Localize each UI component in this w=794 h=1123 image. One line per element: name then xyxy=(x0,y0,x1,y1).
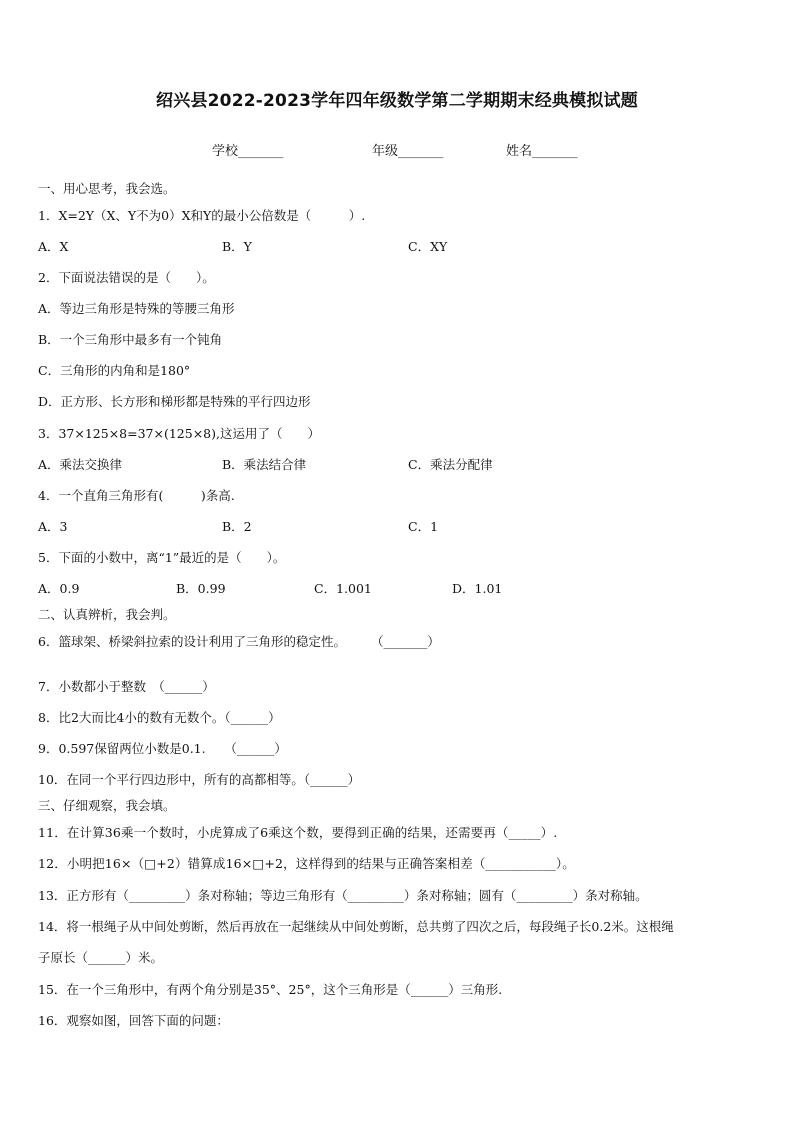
question-4: 4．一个直角三角形有( )条高. xyxy=(38,488,235,503)
q2-option-c: C．三角形的内角和是180° xyxy=(38,363,191,378)
question-5: 5．下面的小数中，离“1”最近的是（ ）。 xyxy=(38,550,286,565)
question-14-line-2: 子原长（______）米。 xyxy=(38,950,164,965)
q5-option-b: B．0.99 xyxy=(176,581,226,596)
grade-field: 年级_______ xyxy=(372,144,444,159)
q2-option-b: B．一个三角形中最多有一个钝角 xyxy=(38,332,223,347)
question-1: 1．X=2Y（X、Y不为0）X和Y的最小公倍数是（ ）. xyxy=(38,208,366,223)
section-1-heading: 一、用心思考，我会选。 xyxy=(38,181,176,196)
q5-option-a: A．0.9 xyxy=(38,581,80,596)
q2-option-a: A．等边三角形是特殊的等腰三角形 xyxy=(38,301,235,316)
section-2-heading: 二、认真辨析，我会判。 xyxy=(38,607,176,622)
question-6: 6．篮球架、桥梁斜拉索的设计利用了三角形的稳定性。 （_______） xyxy=(38,634,440,649)
q1-option-c: C．XY xyxy=(408,239,448,254)
q3-option-a: A．乘法交换律 xyxy=(38,457,123,472)
school-field: 学校_______ xyxy=(212,144,284,159)
question-14-line-1: 14．将一根绳子从中间处剪断，然后再放在一起继续从中间处剪断，总共剪了四次之后，每段绳子长0.2米。这根绳 xyxy=(38,919,674,934)
q5-option-d: D．1.01 xyxy=(452,581,503,596)
q3-option-c: C．乘法分配律 xyxy=(408,457,493,472)
q4-option-a: A．3 xyxy=(38,519,68,534)
q1-option-b: B．Y xyxy=(222,239,252,254)
q2-option-d: D．正方形、长方形和梯形都是特殊的平行四边形 xyxy=(38,394,311,409)
question-3: 3．37×125×8=37×(125×8),这运用了（ ） xyxy=(38,426,320,441)
question-7: 7．小数都小于整数 （______） xyxy=(38,679,215,694)
q3-option-b: B．乘法结合律 xyxy=(222,457,307,472)
q4-option-b: B．2 xyxy=(222,519,252,534)
question-15: 15．在一个三角形中，有两个角分别是35°、25°，这个三角形是（______）三角形. xyxy=(38,982,503,997)
page-title: 绍兴县2022-2023学年四年级数学第二学期期末经典模拟试题 xyxy=(156,91,638,111)
name-field: 姓名_______ xyxy=(506,144,578,159)
question-10: 10．在同一个平行四边形中，所有的高都相等。（______） xyxy=(38,772,361,787)
question-8: 8．比2大而比4小的数有无数个。（______） xyxy=(38,710,281,725)
q5-option-c: C．1.001 xyxy=(314,581,372,596)
question-9: 9．0.597保留两位小数是0.1. （______） xyxy=(38,741,287,756)
question-11: 11．在计算36乘一个数时，小虎算成了6乘这个数，要得到正确的结果，还需要再（_____）. xyxy=(38,825,558,840)
question-2: 2．下面说法错误的是（ ）。 xyxy=(38,270,215,285)
question-16: 16．观察如图，回答下面的问题： xyxy=(38,1013,229,1028)
q1-option-a: A．X xyxy=(38,239,69,254)
q4-option-c: C．1 xyxy=(408,519,439,534)
question-12: 12．小明把16×（□+2）错算成16×□+2，这样得到的结果与正确答案相差（___________）。 xyxy=(38,856,575,871)
student-info-row xyxy=(0,140,794,162)
section-3-heading: 三、仔细观察，我会填。 xyxy=(38,798,176,813)
question-13: 13．正方形有（_________）条对称轴；等边三角形有（_________）条对称轴；圆有（_________）条对称轴。 xyxy=(38,888,648,903)
